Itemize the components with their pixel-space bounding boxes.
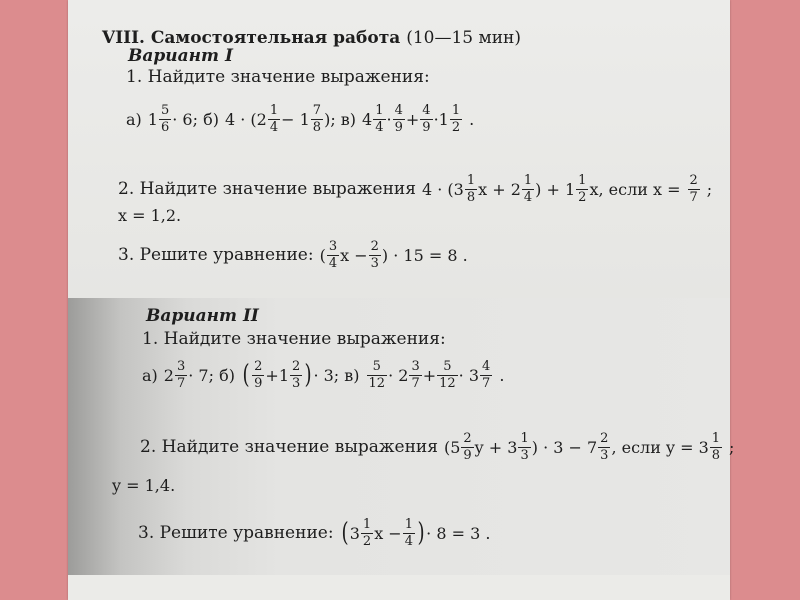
fraction: $\frac{1}{3}$ [520, 431, 529, 463]
variant-2-section [68, 298, 735, 575]
section-title: VIII. Самостоятельная работа (10—15 мин) [102, 28, 522, 48]
fraction: $\frac{7}{8}$ [312, 103, 322, 135]
fraction: $\frac{4}{9}$ [422, 103, 431, 135]
fraction: $\frac{2}{7}$ [689, 173, 698, 205]
task-3: 3. Решите уравнение: ( $\frac{3}{4}$ x − $\frac{2}{3}$ ) · 15 = 8 . [118, 239, 468, 271]
fraction: $\frac{3}{4}$ [328, 239, 338, 271]
fraction: $\frac{1}{4}$ [375, 103, 384, 135]
task-1-text: 1. Найдите значение выражения: [126, 67, 430, 87]
task-3: 3. Решите уравнение: ( 3 $\frac{1}{2}$ x − $\frac{1}{4}$ ) · 8 = 3 . [138, 517, 491, 549]
fraction: $\frac{2}{3}$ [292, 359, 301, 391]
fraction: $\frac{2}{3}$ [370, 239, 379, 271]
fraction: $\frac{3}{7}$ [176, 359, 186, 391]
fraction: $\frac{1}{4}$ [523, 173, 533, 205]
task-2: 2. Найдите значение выражения 4 · (3 $\frac{1}{8}$ x + 2 $\frac{1}{4}$ ) + 1 $\frac{1}{2}$ x , если x = $\frac{2}{7}$ ; [118, 173, 713, 205]
fraction: $\frac{5}{6}$ [160, 103, 170, 135]
fraction: $\frac{5}{12}$ [439, 359, 456, 391]
fraction: $\frac{1}{2}$ [451, 103, 461, 135]
task-2-line2: y = 1,4. [112, 476, 176, 495]
fraction: $\frac{4}{7}$ [482, 359, 491, 391]
fraction: $\frac{2}{9}$ [463, 431, 472, 463]
task-2-line2: x = 1,2. [118, 206, 182, 225]
fraction: $\frac{1}{2}$ [362, 517, 372, 549]
fraction: $\frac{1}{4}$ [269, 103, 279, 135]
fraction: $\frac{3}{7}$ [411, 359, 420, 391]
fraction: $\frac{1}{8}$ [466, 173, 476, 205]
task-1-expressions: а) 1 $\frac{5}{6}$ · 6 ; б) 4 · (2 $\frac{1}{4}$ − 1 $\frac{7}{8}$ ) ; в) 4 $\frac{1}{4}$ · $\frac{4}{9}$ + $\frac{4}{9}$ · 1 $\frac{1}{2}$ . [126, 103, 475, 135]
fraction: $\frac{5}{12}$ [368, 359, 386, 391]
task-1-expressions: а) 2 $\frac{3}{7}$ · 7 ; б) ( $\frac{2}{9}$ +1 $\frac{2}{3}$ ) · 3 ; в) $\frac{5}{12}$ · 2 $\frac{3}{7}$ + $\frac{5}{12}$ · 3 $\frac{4}{7}$ . [142, 359, 505, 391]
task-1-text: 1. Найдите значение выражения: [142, 329, 446, 349]
variant-1-title: Вариант I [128, 46, 233, 66]
fraction: $\frac{2}{9}$ [254, 359, 263, 391]
fraction: $\frac{2}{3}$ [600, 431, 609, 463]
fraction: $\frac{1}{2}$ [578, 173, 587, 205]
fraction: $\frac{4}{9}$ [394, 103, 403, 135]
task-2: 2. Найдите значение выражения (5 $\frac{2}{9}$ y + 3 $\frac{1}{3}$ ) · 3 − 7 $\frac{2}{3}$ , если y = 3 $\frac{1}{8}$ ; [140, 431, 735, 463]
variant-1-section [68, 0, 730, 298]
fraction: $\frac{1}{4}$ [404, 517, 413, 549]
fraction: $\frac{1}{8}$ [711, 431, 721, 463]
textbook-scan [68, 0, 735, 600]
variant-2-title: Вариант II [146, 306, 259, 326]
